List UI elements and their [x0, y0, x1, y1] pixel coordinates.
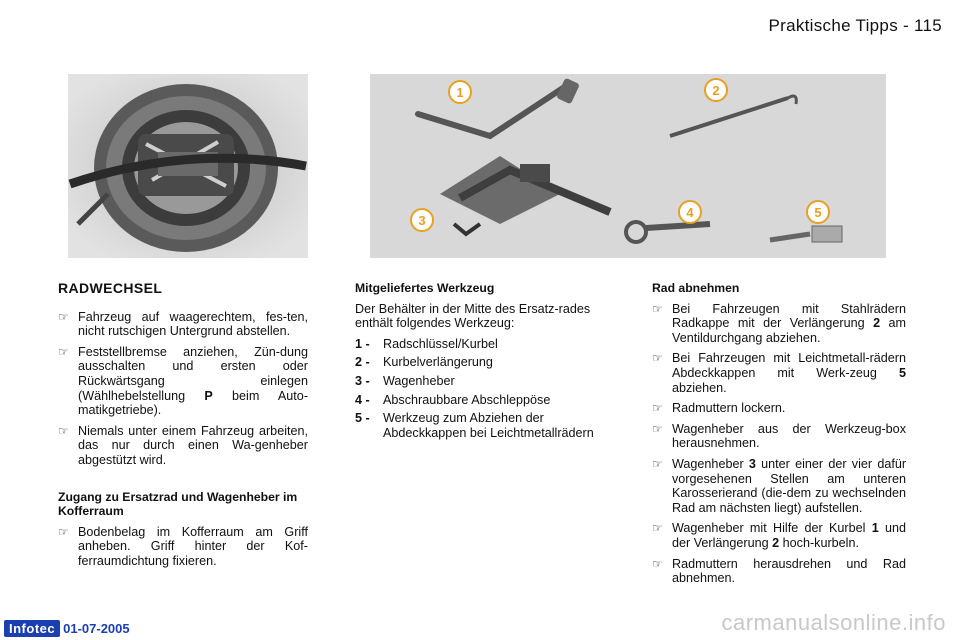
list-item: ☞ Wagenheber 3 unter einer der vier dafür vorgesehenen Stellen am unteren Karosserierand (die-dem zu wechselnden Rad am nächsten liegt) aufstellen.	[652, 456, 907, 515]
footer-date: 01-07-2005	[63, 621, 130, 636]
pointing-hand-icon: ☞	[58, 344, 69, 359]
pointing-hand-icon: ☞	[652, 556, 663, 571]
svg-text:1: 1	[456, 85, 464, 100]
section-heading: RADWECHSEL	[58, 280, 163, 296]
pointing-hand-icon: ☞	[652, 401, 663, 416]
list-item: ☞ Bodenbelag im Kofferraum am Griff anheben. Griff hinter der Kof-ferraumdichtung fixieren.	[58, 524, 308, 568]
callout-3	[411, 209, 433, 231]
tool-kit-photo	[370, 74, 886, 258]
section-heading: Rad abnehmen	[652, 281, 740, 295]
pointing-hand-icon: ☞	[652, 351, 663, 366]
callout-5	[807, 201, 829, 223]
tool-item: 3 - Wagenheber	[355, 373, 455, 388]
svg-text:2: 2	[712, 83, 720, 98]
list-item: ☞ Bei Fahrzeugen mit Leichtmetall-rädern Abdeckkappen mit Werk-zeug 5 abziehen.	[652, 351, 907, 395]
pointing-hand-icon: ☞	[652, 456, 663, 471]
infotec-logo: Infotec	[4, 620, 60, 637]
svg-text:3: 3	[418, 213, 426, 228]
svg-text:5: 5	[814, 205, 822, 220]
footer	[4, 620, 130, 637]
tool-item: 1 - Radschlüssel/Kurbel	[355, 336, 498, 351]
spare-wheel-photo	[68, 74, 308, 258]
tool-item: 2 - Kurbelverlängerung	[355, 355, 493, 370]
list-item: ☞ Radmuttern herausdrehen und Rad abnehmen.	[652, 556, 906, 586]
watermark: carmanualsonline.info	[721, 610, 946, 635]
column-rad-abnehmen	[652, 281, 906, 592]
list-item: ☞ Radmuttern lockern.	[652, 401, 786, 416]
column-werkzeug	[355, 281, 605, 444]
callout-1	[449, 81, 471, 103]
callout-4	[679, 201, 701, 223]
pointing-hand-icon: ☞	[652, 421, 663, 436]
list-item: ☞ Fahrzeug auf waagerechtem, fes-ten, nicht rutschigen Untergrund abstellen.	[58, 309, 308, 339]
list-item: ☞ Wagenheber mit Hilfe der Kurbel 1 und der Verlängerung 2 hoch-kurbeln.	[652, 521, 907, 550]
pointing-hand-icon: ☞	[652, 301, 663, 316]
section-heading: Mitgeliefertes Werkzeug	[355, 281, 495, 295]
svg-text:4: 4	[686, 205, 694, 220]
pointing-hand-icon: ☞	[58, 423, 69, 438]
tool-item: 4 - Abschraubbare Abschleppöse	[355, 392, 551, 407]
list-item: ☞ Wagenheber aus der Werkzeug-box herausnehmen.	[652, 421, 906, 451]
pointing-hand-icon: ☞	[58, 524, 69, 539]
list-item: ☞ Niemals unter einem Fahrzeug arbeiten, das nur durch einen Wa-genheber abgestützt wird.	[58, 423, 308, 467]
page-header: Praktische Tipps - 115	[768, 16, 942, 35]
tool-item: 5 - Werkzeug zum Abziehen der Abdeckkappen bei Leichtmetallrädern	[355, 411, 594, 440]
pointing-hand-icon: ☞	[652, 521, 663, 536]
list-item: ☞ Feststellbremse anziehen, Zün-dung ausschalten und ersten oder Rückwärtsgang einlegen (Wählhebelstellung P beim Auto-matikgetriebe).	[58, 344, 309, 418]
list-item: ☞ Bei Fahrzeugen mit Stahlrädern Radkappe mit der Verlängerung 2 am Ventildurchgang abziehen.	[652, 301, 907, 345]
column-radwechsel	[58, 281, 308, 575]
pointing-hand-icon: ☞	[58, 309, 69, 324]
subsection-heading: Zugang zu Ersatzrad und Wagenheber im Kofferraum	[58, 489, 298, 519]
callout-2	[705, 79, 727, 101]
intro-text: Der Behälter in der Mitte des Ersatz-rades enthält folgendes Werkzeug:	[355, 301, 591, 331]
